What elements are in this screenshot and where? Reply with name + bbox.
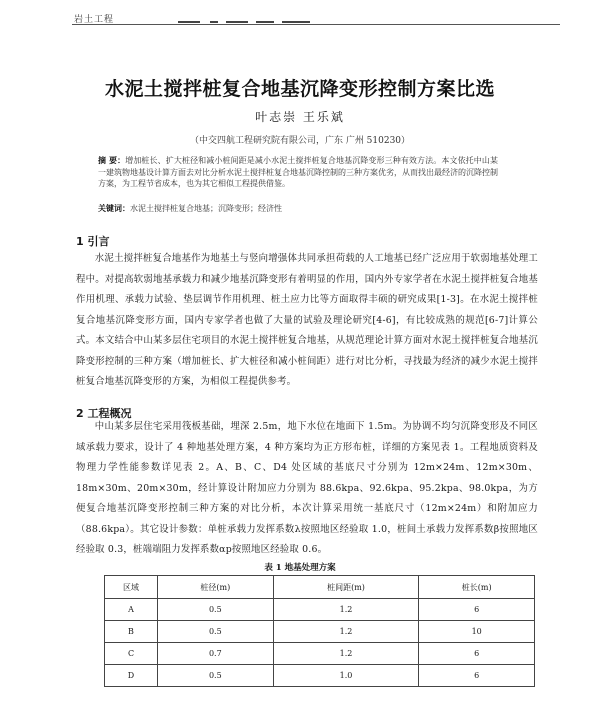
table-cell: 0.5	[158, 599, 274, 621]
section-paragraph-intro: 水泥土搅拌桩复合地基作为地基土与竖向增强体共同承担荷载的人工地基已经广泛应用于软弱地基处理工程中。对提高软弱地基承载力和减少地基沉降变形有着明显的作用，国内外专家学者在水泥土搅拌桩复合地基作用机理、承载力试验、垫层调节作用机理、桩土应力比等方面取得丰硕的研究成果[1-3]。在水泥土搅拌桩复合地基沉降变形方面，国内专家学者也做了大量的试验及理论研究[4-6]，有比较成熟的规范[6-7]计算公式。本文结合中山某多层住宅项目的水泥土搅拌桩复合地基，从规范理论计算方面对水泥土搅拌桩复合地基沉降变形控制的三种方案（增加桩长、扩大桩径和减小桩间距）进行对比分析，寻找最为经济的减少水泥土搅拌桩复合地基沉降变形的方案，为相似工程提供参考。	[76, 253, 538, 387]
table-row	[105, 643, 535, 665]
header-rule	[72, 24, 560, 25]
table-caption: 表 1 地基处理方案	[264, 563, 336, 573]
paper-affiliation: （中交四航工程研究院有限公司，广东 广州 510230）	[189, 136, 411, 146]
keywords-label: 关键词：	[98, 203, 130, 213]
table-cell: A	[105, 599, 158, 621]
abstract	[98, 155, 498, 190]
table-cell: B	[105, 621, 158, 643]
table-cell: 1.0	[273, 665, 419, 687]
table-cell: D	[105, 665, 158, 687]
paper-authors: 叶志崇 王乐斌	[255, 110, 345, 124]
header-dash	[282, 21, 310, 23]
table-cell: 10	[419, 621, 535, 643]
table-header-cell: 桩间距(m)	[273, 576, 419, 599]
table-cell: C	[105, 643, 158, 665]
table-header-cell: 桩长(m)	[419, 576, 535, 599]
table-header-cell: 桩径(m)	[158, 576, 274, 599]
table-cell: 0.5	[158, 665, 274, 687]
header-dash	[226, 21, 248, 23]
table-cell: 1.2	[273, 599, 419, 621]
abstract-label: 摘 要：	[98, 155, 126, 165]
table-header-row	[105, 576, 535, 599]
abstract-text: 增加桩长、扩大桩径和减小桩间距是减小水泥土搅拌桩复合地基沉降变形三种有效方法。本文依托中山某一建筑物地基设计算方面去对比分析水泥土搅拌桩复合地基沉降控制的三种方案优劣，从而找出最经济的沉降控制方案，为工程节省成本，也为其它相似工程提供借鉴。	[98, 156, 498, 188]
table-cell: 0.5	[158, 621, 274, 643]
table-cell: 1.2	[273, 621, 419, 643]
header-dash	[256, 21, 274, 23]
table-row	[105, 599, 535, 621]
keywords	[98, 203, 498, 214]
table-cell: 0.7	[158, 643, 274, 665]
table-cell: 1.2	[273, 643, 419, 665]
paper-title: 水泥土搅拌桩复合地基沉降变形控制方案比选	[104, 78, 495, 100]
table-header-cell: 区域	[105, 576, 158, 599]
header-dash	[178, 21, 200, 23]
scheme-table	[104, 575, 535, 687]
running-head: 岩土工程	[74, 15, 115, 25]
table-row	[105, 621, 535, 643]
keywords-text: 水泥土搅拌桩复合地基；沉降变形；经济性	[130, 204, 282, 213]
section-heading-intro: 1 引言	[76, 235, 110, 248]
section-heading-overview: 2 工程概况	[76, 407, 132, 420]
header-dash	[210, 21, 218, 23]
table-cell: 6	[419, 599, 535, 621]
table-cell: 6	[419, 643, 535, 665]
table-cell: 6	[419, 665, 535, 687]
table-row	[105, 665, 535, 687]
section-paragraph-overview: 中山某多层住宅采用筏板基础，埋深 2.5m，地下水位在地面下 1.5m。为协调不均匀沉降变形及不同区域承载力要求，设计了 4 种地基处理方案，4 种方案均为正方形布桩，详细的方案见表 1。工程地质资料及物理力学性能参数详见表 2。A、B、C、D4 处区域的基底尺寸分别为 12m×24m、12m×30m、18m×30m、20m×30m，经计算设计附加应力分别为 88.6kpa、92.6kpa、95.2kpa、98.0kpa，为方便复合地基沉降变形控制三种方案的对比分析，本次计算采用统一基底尺寸（12m×24m）和附加应力（88.6kpa）。其它设计参数：单桩承载力发挥系数λ按照地区经验取 1.0，桩间土承载力发挥系数β按照地区经验取 0.3，桩端端阻力发挥系数αp按照地区经验取 0.6。	[76, 421, 538, 555]
